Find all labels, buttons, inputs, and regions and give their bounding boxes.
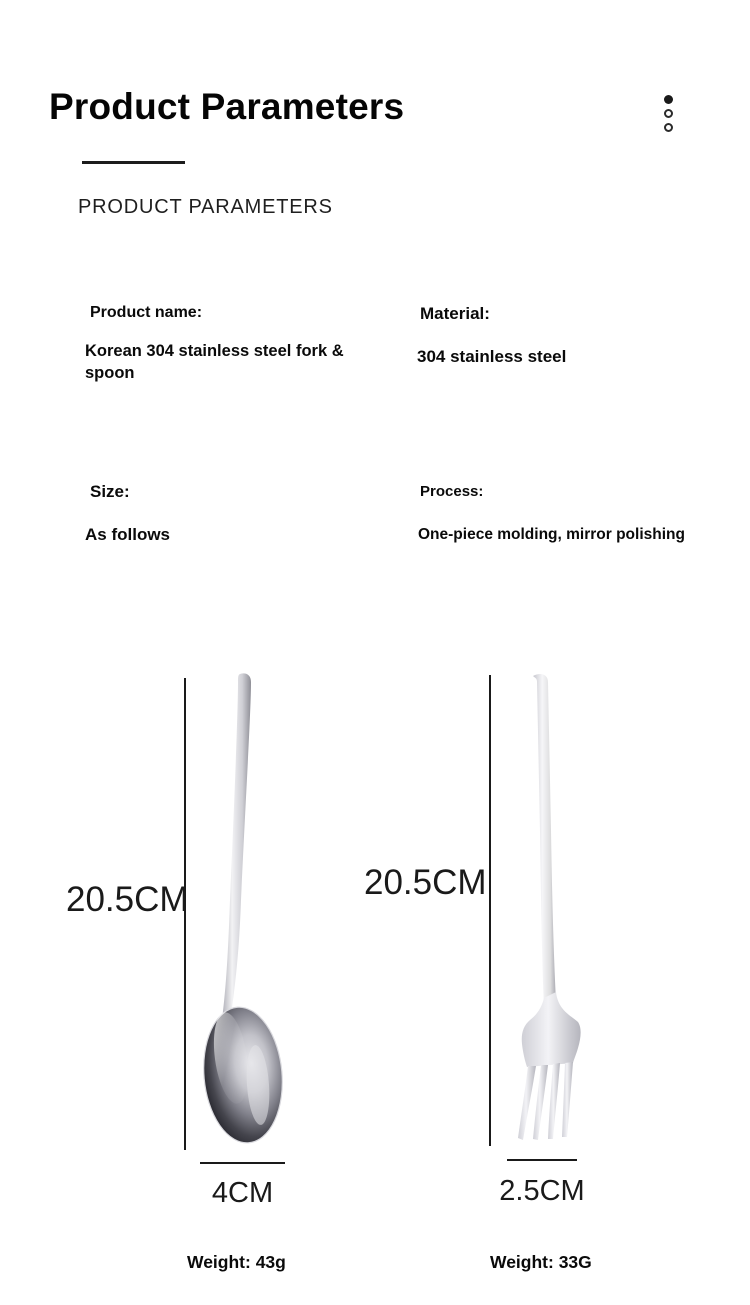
spoon-width-label: 4CM [211,1177,274,1209]
spoon-length-label: 20.5CM [66,880,189,919]
pagination-dot-icon[interactable] [664,109,673,118]
section-underline [82,161,185,164]
spoon-image [195,670,305,1160]
fork-width-label: 2.5CM [499,1175,585,1207]
fork-image [495,670,605,1150]
size-value: As follows [85,525,171,544]
material-label: Material: [420,304,490,323]
fork-length-label: 20.5CM [364,863,487,902]
size-label: Size: [90,482,130,501]
product-name-label: Product name: [90,304,203,321]
product-name-value: Korean 304 stainless steel fork & spoon [85,342,344,382]
spoon-weight-label: Weight: 43g [187,1252,286,1272]
material-value: 304 stainless steel [417,347,567,366]
scroll-indicator [664,95,673,132]
process-value: One-piece molding, mirror polishing [418,526,685,543]
fork-weight-label: Weight: 33G [490,1252,592,1272]
fork-length-line [489,675,491,1146]
spoon-width-line [200,1162,285,1164]
page-title: Product Parameters [49,86,405,127]
fork-width-line [507,1159,577,1161]
pagination-dot-icon[interactable] [664,95,673,104]
process-label: Process: [420,483,484,500]
section-heading: PRODUCT PARAMETERS [78,196,333,218]
pagination-dot-icon[interactable] [664,123,673,132]
